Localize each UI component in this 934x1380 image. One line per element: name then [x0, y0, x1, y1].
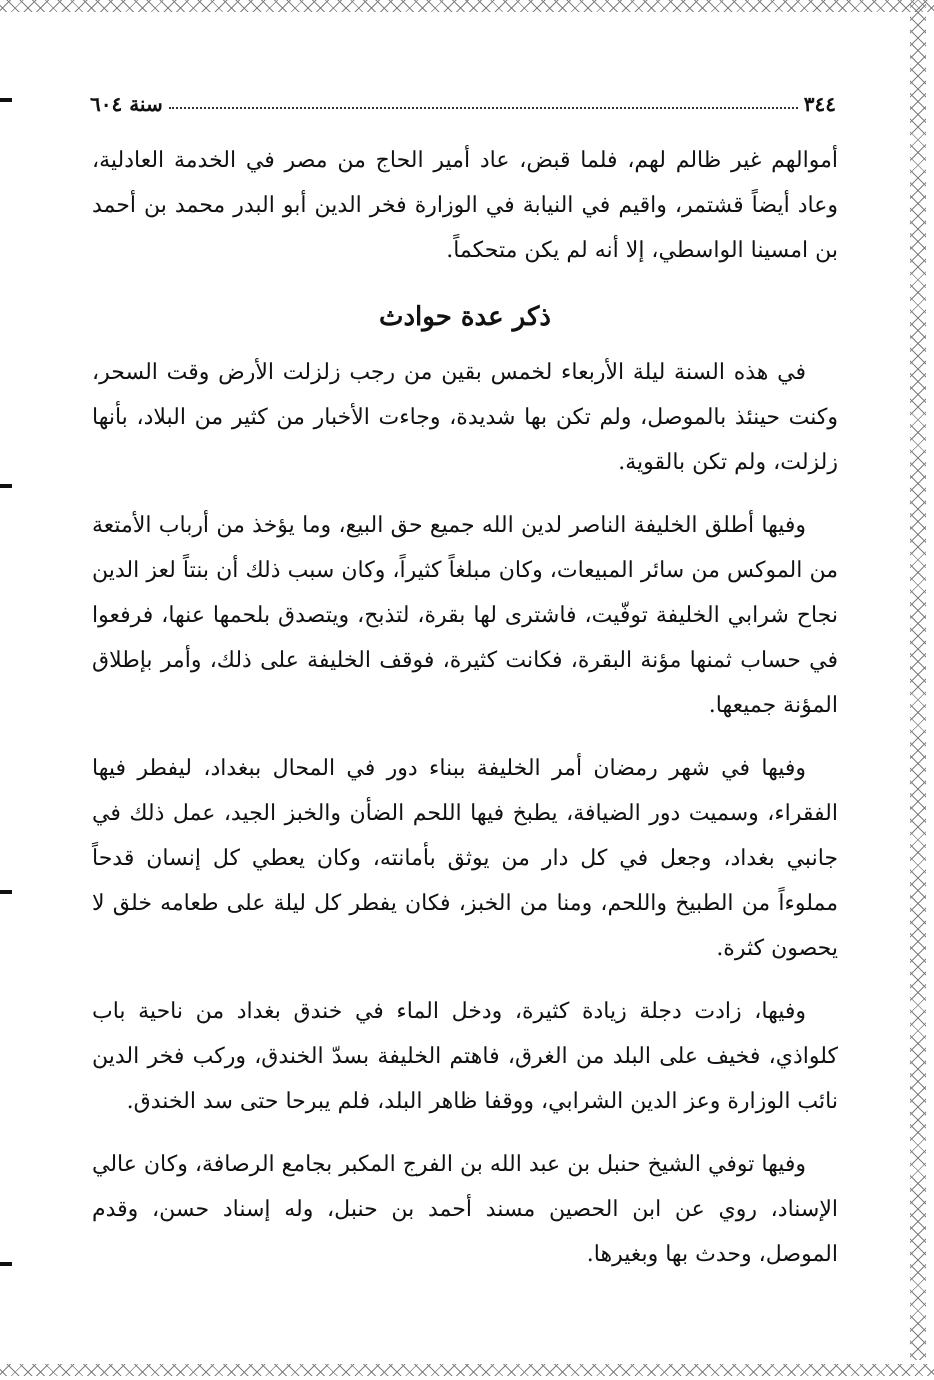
paragraph-hospitality-houses: وفيها في شهر رمضان أمر الخليفة ببناء دور في المحال ببغداد، ليفطر فيها الفقراء، وسميت دور الضيافة، يطبخ فيها اللحم الضأن والخبز الجيد، عمل ذلك في جانبي بغداد، وجعل في كل دار من يوثق بأمانته، وكان يعطي كل إنسان قدحاً مملوءاً من الطبيخ واللحم، ومنا من الخبز، فكان يفطر كل ليلة على طعامه خلق لا يحصون كثرة.	[92, 756, 838, 961]
paragraph-earthquake: في هذه السنة ليلة الأربعاء لخمس بقين من رجب زلزلت الأرض وقت السحر، وكنت حينئذ بالموصل، ولم تكن بها شديدة، وجاءت الأخبار من كثير من البلاد، بأنها زلزلت، ولم تكن بالقوية.	[92, 360, 838, 475]
decorative-border-top	[0, 0, 934, 12]
paragraph-tigris-flood: وفيها، زادت دجلة زيادة كثيرة، ودخل الماء في خندق بغداد من ناحية باب كلواذي، فخيف على البلد من الغرق، فاهتم الخليفة بسدّ الخندق، وركب فخر الدين نائب الوزارة وعز الدين الشرابي، ووقفا ظاهر البلد، فلم يبرحا حتى سد الخندق.	[92, 999, 838, 1114]
running-header	[90, 86, 836, 116]
paragraph-obituary: وفيها توفي الشيخ حنبل بن عبد الله بن الفرج المكبر بجامع الرصافة، وكان عالي الإسناد، روي عن ابن الحصين مسند أحمد بن حنبل، وله إسناد حسن، وقدم الموصل، وحدث بها وبغيرها.	[92, 1152, 838, 1267]
header-dotted-leader	[169, 107, 798, 109]
year-label: سنة ٦٠٤	[90, 92, 163, 116]
decorative-border-right	[910, 0, 926, 1360]
margin-tick	[0, 98, 12, 102]
margin-tick	[0, 890, 12, 894]
page-body	[92, 138, 838, 1277]
margin-tick	[0, 484, 12, 488]
margin-tick	[0, 1262, 12, 1266]
section-heading: ذكر عدة حوادث	[379, 302, 551, 332]
page-number: ٣٤٤	[803, 92, 836, 116]
paragraph-tax-release: وفيها أطلق الخليفة الناصر لدين الله جميع حق البيع، وما يؤخذ من أرباب الأمتعة من الموكس من سائر المبيعات، وكان مبلغاً كثيراً، وكان سبب ذلك أن بنتاً لعز الدين نجاح شرابي الخليفة توفّيت، فاشترى لها بقرة، لتذبح، ويتصدق بلحمها عنها، فرفعوا في حساب ثمنها مؤنة البقرة، فكانت كثيرة، فوقف الخليفة على ذلك، وأمر بإطلاق المؤنة جميعها.	[92, 513, 838, 718]
paragraph-continued: أموالهم غير ظالم لهم، فلما قبض، عاد أمير الحاج من مصر في الخدمة العادلية، وعاد أيضاً قشتمر، واقيم في النيابة في الوزارة فخر الدين أبو البدر محمد بن أحمد بن امسينا الواسطي، إلا أنه لم يكن متحكماً.	[92, 148, 838, 263]
decorative-border-bottom	[0, 1364, 934, 1376]
